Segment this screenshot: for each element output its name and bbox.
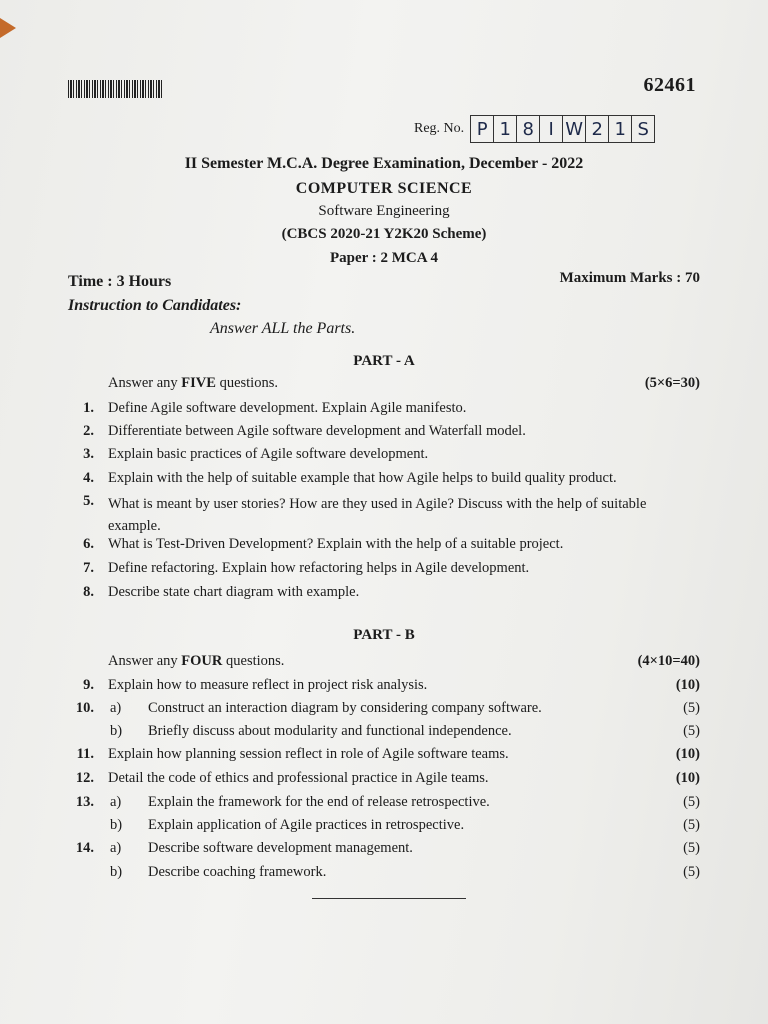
part-a-marks: (5×6=30): [644, 375, 700, 391]
instruction-heading: Instruction to Candidates:: [68, 297, 242, 314]
question-text: Define refactoring. Explain how refactoring helps in Agile development.: [108, 560, 530, 576]
sub-question-label: a): [110, 700, 122, 716]
reg-char: P: [470, 115, 493, 143]
corner-mark-icon: [0, 18, 16, 38]
reg-number-row: [414, 114, 655, 144]
part-a-title: PART - A: [353, 353, 415, 369]
question-marks: (10): [675, 770, 700, 786]
question-text: What is Test-Driven Development? Explain with the help of a suitable project.: [108, 536, 564, 552]
question-row: [60, 700, 700, 722]
reg-char: W: [562, 115, 585, 143]
question-text: Describe coaching framework.: [148, 864, 327, 880]
reg-char: 1: [493, 115, 516, 143]
question-text: Explain how planning session reflect in role of Agile software teams.: [108, 746, 509, 762]
sub-question-label: b): [110, 817, 123, 833]
question-number: 9.: [83, 677, 94, 693]
question-marks: (5): [683, 840, 700, 856]
question-row: [60, 400, 700, 422]
question-row: [60, 677, 700, 699]
question-row: [60, 584, 700, 606]
part-a-lead: [60, 375, 700, 397]
reg-char: I: [539, 115, 562, 143]
part-b-marks: (4×10=40): [637, 653, 700, 669]
question-text: Detail the code of ethics and professional practice in Agile teams.: [108, 770, 489, 786]
question-text: Explain with the help of suitable example that how Agile helps to build quality product.: [108, 470, 617, 486]
reg-label: Reg. No.: [414, 121, 465, 136]
part-a-lead-text: Answer any FIVE questions.: [108, 375, 278, 391]
end-divider: [312, 898, 466, 899]
question-marks: (5): [683, 794, 700, 810]
part-b-title: PART - B: [353, 627, 415, 643]
question-text: Describe state chart diagram with example.: [108, 584, 360, 600]
question-number: 13.: [75, 794, 94, 810]
question-marks: (10): [675, 746, 700, 762]
paper-code-number: 62461: [643, 74, 696, 96]
question-text: Explain how to measure reflect in project risk analysis.: [108, 677, 428, 693]
question-row: [60, 840, 700, 862]
question-number: 5.: [83, 493, 94, 509]
question-text: Explain basic practices of Agile software development.: [108, 446, 429, 462]
question-text: Construct an interaction diagram by considering company software.: [148, 700, 542, 716]
question-row: [60, 864, 700, 886]
question-row: [60, 470, 700, 492]
question-text: Briefly discuss about modularity and functional independence.: [148, 723, 512, 739]
question-text: Differentiate between Agile software development and Waterfall model.: [108, 423, 526, 439]
question-row: [60, 493, 700, 533]
reg-number-boxes: [470, 115, 655, 143]
course-title: Software Engineering: [318, 203, 450, 219]
instruction-text: Answer ALL the Parts.: [210, 320, 356, 337]
question-row: [60, 536, 700, 558]
question-row: [60, 423, 700, 445]
question-text: What is meant by user stories? How are they used in Agile? Discuss with the help of suitable example.: [108, 496, 647, 534]
question-number: 11.: [76, 746, 94, 762]
question-number: 10.: [75, 700, 94, 716]
question-row: [60, 817, 700, 839]
question-row: [60, 794, 700, 816]
sub-question-label: b): [110, 723, 123, 739]
reg-char: 1: [608, 115, 631, 143]
max-marks: Maximum Marks : 70: [559, 270, 700, 286]
exam-title: II Semester M.C.A. Degree Examination, December - 2022: [184, 155, 584, 172]
sub-question-label: b): [110, 864, 123, 880]
reg-char: 2: [585, 115, 608, 143]
question-number: 14.: [75, 840, 94, 856]
question-text: Explain application of Agile practices in retrospective.: [148, 817, 465, 833]
question-text: Explain the framework for the end of release retrospective.: [148, 794, 490, 810]
sub-question-label: a): [110, 840, 122, 856]
question-text: Describe software development management.: [148, 840, 413, 856]
question-row: [60, 560, 700, 582]
question-number: 7.: [83, 560, 94, 576]
question-row: [60, 446, 700, 468]
question-number: 3.: [83, 446, 94, 462]
part-b-lead-text: Answer any FOUR questions.: [108, 653, 285, 669]
question-number: 1.: [83, 400, 94, 416]
question-row: [60, 746, 700, 768]
question-number: 4.: [83, 470, 94, 486]
question-row: [60, 723, 700, 745]
paper-title: Paper : 2 MCA 4: [329, 250, 439, 266]
question-number: 12.: [75, 770, 94, 786]
reg-char: 8: [516, 115, 539, 143]
barcode-icon: [68, 80, 162, 98]
question-marks: (5): [683, 700, 700, 716]
scheme-title: (CBCS 2020-21 Y2K20 Scheme): [281, 226, 487, 242]
question-marks: (5): [683, 864, 700, 880]
question-number: 2.: [83, 423, 94, 439]
exam-time: Time : 3 Hours: [68, 273, 172, 290]
question-marks: (5): [683, 817, 700, 833]
subject-title: COMPUTER SCIENCE: [295, 180, 473, 197]
question-text: Define Agile software development. Explain Agile manifesto.: [108, 400, 467, 416]
question-marks: (10): [675, 677, 700, 693]
part-b-lead: [60, 653, 700, 675]
question-number: 6.: [83, 536, 94, 552]
reg-char: S: [631, 115, 655, 143]
sub-question-label: a): [110, 794, 122, 810]
question-row: [60, 770, 700, 792]
question-marks: (5): [683, 723, 700, 739]
question-number: 8.: [83, 584, 94, 600]
